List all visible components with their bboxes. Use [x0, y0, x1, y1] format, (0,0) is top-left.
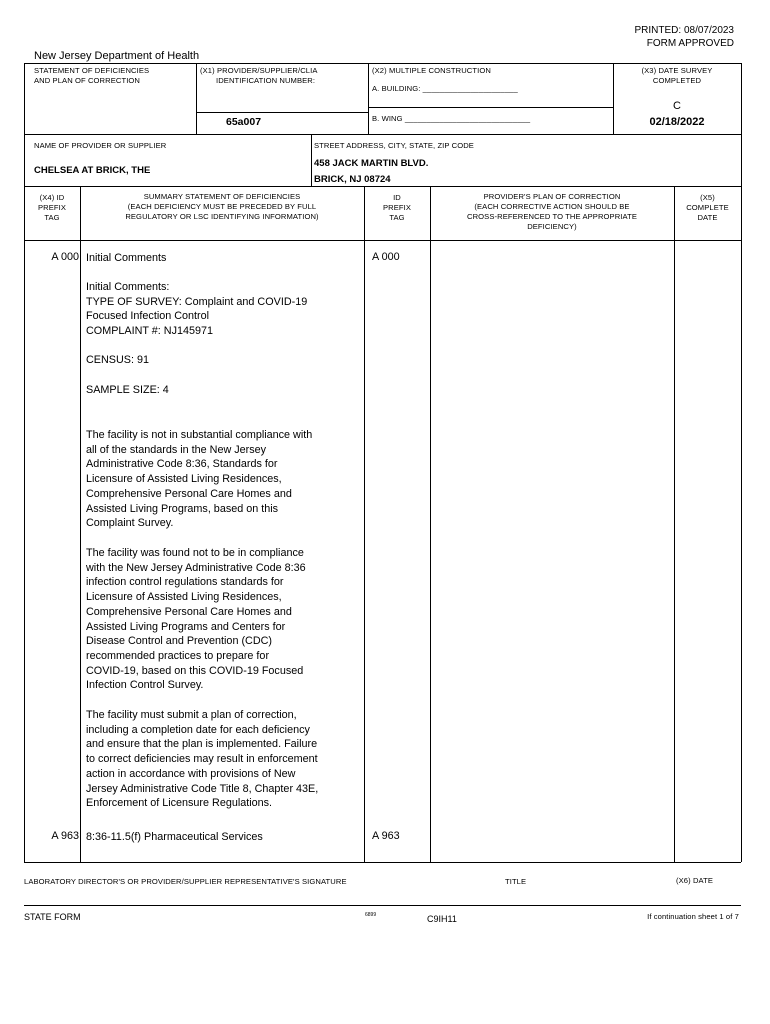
provider-name: CHELSEA AT BRICK, THE [34, 165, 151, 176]
survey-date: 02/18/2022 [649, 116, 705, 128]
event-id: C9IH11 [427, 914, 457, 924]
initial-comments-title: Initial Comments [86, 252, 167, 264]
tag-a000: A 000 [51, 251, 79, 263]
tag-a963-right: A 963 [372, 830, 400, 842]
col-summary-header: SUMMARY STATEMENT OF DEFICIENCIES (EACH DEFICIENCY MUST BE PRECEDED BY FULL REGULATORY OR LSC IDENTIFYING INFORMATION) [125, 192, 319, 221]
col-id-header: ID PREFIX TAG [382, 193, 412, 222]
x3-label: (X3) DATE SURVEY COMPLETED [641, 66, 713, 85]
provider-name-label: NAME OF PROVIDER OR SUPPLIER [34, 141, 167, 150]
wing-label: B. WING _____________________________ [372, 114, 531, 123]
initial-comments-text: Initial Comments: TYPE OF SURVEY: Complaint and COVID-19 Focused Infection Control COMPLAINT #: NJ145971 [86, 281, 308, 338]
col-plan-header: PROVIDER'S PLAN OF CORRECTION (EACH CORRECTIVE ACTION SHOULD BE CROSS-REFERENCED TO THE APPROPRIATE DEFICIENCY) [466, 192, 638, 231]
tag-a000-right: A 000 [372, 251, 400, 263]
tag-a963: A 963 [51, 830, 79, 842]
print-header [635, 24, 735, 50]
sample-size-text: SAMPLE SIZE: 4 [86, 384, 169, 396]
continuation-sheet: If continuation sheet 1 of 7 [647, 912, 739, 921]
building-label: A. BUILDING: ______________________ [372, 84, 518, 93]
address-label: STREET ADDRESS, CITY, STATE, ZIP CODE [314, 141, 474, 150]
provider-address: 458 JACK MARTIN BLVD. BRICK, NJ 08724 [314, 158, 429, 185]
compliance-paragraph-1: The facility is not in substantial compliance with all of the standards in the New Jersey Administrative Code 8:36, Standards for Licensure of Assisted Living Residences, Comprehensive Personal Care Homes and Assisted Living Programs, based on this Complaint Survey. [86, 429, 313, 530]
x6-date-label: (X6) DATE [676, 876, 714, 885]
form-code: 6899 [365, 912, 377, 918]
survey-code: C [673, 100, 681, 112]
compliance-paragraph-2: The facility was found not to be in compliance with the New Jersey Administrative Code 8:36 infection control regulations standards for Licensure of Assisted Living Residences, Comprehensive Personal Care Homes and Assisted Living Programs and Centers for Disease Control and Prevention (CDC) recommended practices to prepare for COVID-19, based on this COVID-19 Focused Infection Control Survey. [86, 547, 306, 692]
plan-of-correction-paragraph: The facility must submit a plan of correction, including a completion date for each deficiency and ensure that the plan is implemented. Failure to correct deficiencies may result in enforcement action in accordance with provisions of New Jersey Administrative Code Title 8, Chapter 43E, Enforcement of Licensure Regulations. [86, 709, 319, 810]
printed-date: PRINTED: 08/07/2023 [634, 25, 734, 36]
x1-label: (X1) PROVIDER/SUPPLIER/CLIA IDENTIFICATION NUMBER: [200, 66, 318, 85]
provider-id: 65a007 [226, 116, 262, 128]
col-x4-header: (X4) ID PREFIX TAG [37, 193, 67, 222]
signature-label: LABORATORY DIRECTOR'S OR PROVIDER/SUPPLIER REPRESENTATIVE'S SIGNATURE [24, 877, 347, 886]
statement-label: STATEMENT OF DEFICIENCIES AND PLAN OF CORRECTION [34, 66, 150, 85]
x2-label: (X2) MULTIPLE CONSTRUCTION [372, 66, 491, 75]
form-approved: FORM APPROVED [646, 38, 734, 49]
agency-name: New Jersey Department of Health [34, 50, 200, 62]
state-form-label: STATE FORM [24, 912, 81, 922]
census-text: CENSUS: 91 [86, 354, 150, 366]
title-label: TITLE [505, 877, 527, 886]
col-x5-header: (X5) COMPLETE DATE [686, 193, 729, 222]
pharmaceutical-services-title: 8:36-11.5(f) Pharmaceutical Services [86, 831, 263, 843]
